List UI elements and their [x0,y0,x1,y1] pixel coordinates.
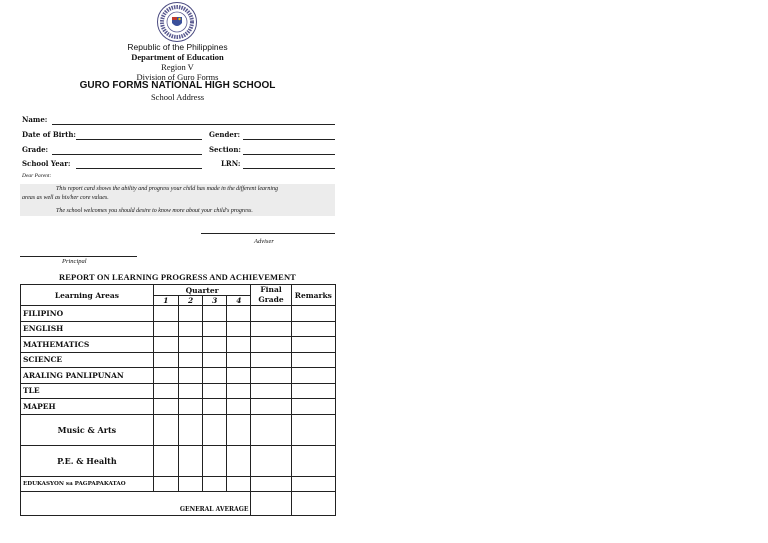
quarter-3-header: 3 [203,296,227,306]
remarks-cell[interactable] [291,352,335,368]
grade-cell[interactable] [178,352,202,368]
subject-filipino: FILIPINO [21,306,154,322]
final-grade-cell[interactable] [251,399,291,415]
final-grade-cell[interactable] [251,306,291,322]
table-row [21,352,336,368]
subject-araling-panlipunan: ARALING PANLIPUNAN [21,368,154,384]
table-header-row [21,285,336,296]
salutation: Dear Parent: [22,173,52,179]
grade-cell[interactable] [153,368,178,384]
letter-paragraph-1-line-2: areas as well as his/her core values. [22,195,109,201]
dob-label: Date of Birth: [22,130,77,139]
remarks-cell[interactable] [291,368,335,384]
grade-cell[interactable] [153,399,178,415]
grades-table [20,284,336,516]
remarks-cell[interactable] [291,383,335,399]
section-field[interactable] [243,154,335,155]
final-grade-header [251,285,291,306]
final-grade-cell[interactable] [251,337,291,353]
subject-music-arts: Music & Arts [21,414,154,445]
quarter-1-header: 1 [153,296,178,306]
name-label: Name: [22,115,48,124]
subject-pe-health: P.E. & Health [21,445,154,476]
letter-paragraph-2: The school welcomes you should desire to know more about your child's progress. [56,208,253,214]
grade-cell[interactable] [227,476,251,492]
table-row [21,399,336,415]
grade-cell[interactable] [153,352,178,368]
final-grade-header-line-1: Final [260,285,282,294]
grade-cell[interactable] [178,321,202,337]
grade-cell[interactable] [153,337,178,353]
remarks-cell[interactable] [291,399,335,415]
remarks-cell[interactable] [291,337,335,353]
subject-tle: TLE [21,383,154,399]
final-grade-header-line-2: Grade [258,295,284,304]
grade-cell[interactable] [178,383,202,399]
department-text: Department of Education [131,52,224,62]
subject-mathematics: MATHEMATICS [21,337,154,353]
grade-cell[interactable] [227,414,251,445]
grade-cell[interactable] [178,445,202,476]
grade-cell[interactable] [203,383,227,399]
grade-cell[interactable] [203,352,227,368]
grade-cell[interactable] [227,321,251,337]
grade-cell[interactable] [203,476,227,492]
grade-cell[interactable] [227,337,251,353]
section-label: Section: [209,145,242,154]
name-field[interactable] [52,124,335,125]
final-grade-cell[interactable] [251,476,291,492]
general-average-row [21,492,336,516]
table-row [21,306,336,322]
grade-cell[interactable] [153,414,178,445]
school-name: GURO FORMS NATIONAL HIGH SCHOOL [79,80,276,91]
subject-english: ENGLISH [21,321,154,337]
grade-cell[interactable] [178,476,202,492]
final-grade-cell[interactable] [251,368,291,384]
grade-cell[interactable] [227,399,251,415]
grade-cell[interactable] [153,321,178,337]
adviser-label: Adviser [254,238,274,245]
final-grade-cell[interactable] [251,352,291,368]
subject-mapeh: MAPEH [21,399,154,415]
grade-cell[interactable] [227,352,251,368]
grade-cell[interactable] [203,445,227,476]
general-average-remarks-cell[interactable] [291,492,335,516]
subject-science: SCIENCE [21,352,154,368]
grade-cell[interactable] [203,337,227,353]
grade-label: Grade: [22,145,49,154]
table-row [21,321,336,337]
grade-cell[interactable] [227,306,251,322]
lrn-label: LRN: [221,159,241,168]
table-row [21,414,336,445]
remarks-cell[interactable] [291,306,335,322]
school-year-label: School Year: [22,159,71,168]
final-grade-cell[interactable] [251,383,291,399]
letter-paragraph-1-line-1: This report card shows the ability and progress your child has made in the different learning [56,186,279,192]
gender-field[interactable] [243,139,335,140]
table-row [21,476,336,492]
final-grade-cell[interactable] [251,414,291,445]
quarter-4-header: 4 [227,296,251,306]
school-year-field[interactable] [76,168,202,169]
remarks-header: Remarks [291,285,335,306]
school-address: School Address [150,92,205,102]
remarks-cell[interactable] [291,321,335,337]
grade-cell[interactable] [153,383,178,399]
grade-cell[interactable] [178,306,202,322]
final-grade-cell[interactable] [251,321,291,337]
dob-field[interactable] [76,139,202,140]
grade-cell[interactable] [227,383,251,399]
grade-cell[interactable] [203,414,227,445]
learning-areas-header: Learning Areas [21,285,154,306]
grade-cell[interactable] [203,306,227,322]
quarter-header: Quarter [153,285,251,296]
grade-cell[interactable] [178,337,202,353]
region-text: Region V [161,62,194,72]
table-row [21,337,336,353]
grade-field[interactable] [52,154,202,155]
table-row [21,445,336,476]
grade-cell[interactable] [178,414,202,445]
adviser-signature-line[interactable] [201,233,335,234]
principal-label: Principal [62,258,87,265]
remarks-cell[interactable] [291,414,335,445]
deped-seal-icon [157,2,197,42]
grade-cell[interactable] [203,321,227,337]
division-text: Division of Guro Forms [136,72,219,82]
gender-label: Gender: [209,130,241,139]
grade-cell[interactable] [153,306,178,322]
grade-cell[interactable] [203,399,227,415]
republic-text: Republic of the Philippines [127,42,228,52]
grade-cell[interactable] [178,399,202,415]
grade-cell[interactable] [203,368,227,384]
subject-edukasyon-sa-pagpapakatao: EDUKASYON sa PAGPAPAKATAO [21,476,154,492]
general-average-cell[interactable] [251,492,291,516]
final-grade-cell[interactable] [251,445,291,476]
grade-cell[interactable] [227,445,251,476]
lrn-field[interactable] [243,168,335,169]
grade-cell[interactable] [153,476,178,492]
grade-cell[interactable] [227,368,251,384]
table-row [21,383,336,399]
remarks-cell[interactable] [291,445,335,476]
grade-cell[interactable] [178,368,202,384]
remarks-cell[interactable] [291,476,335,492]
quarter-2-header: 2 [178,296,202,306]
general-average-label: GENERAL AVERAGE [21,492,251,516]
grade-cell[interactable] [153,445,178,476]
report-title: REPORT ON LEARNING PROGRESS AND ACHIEVEMENT [59,272,296,282]
table-row [21,368,336,384]
